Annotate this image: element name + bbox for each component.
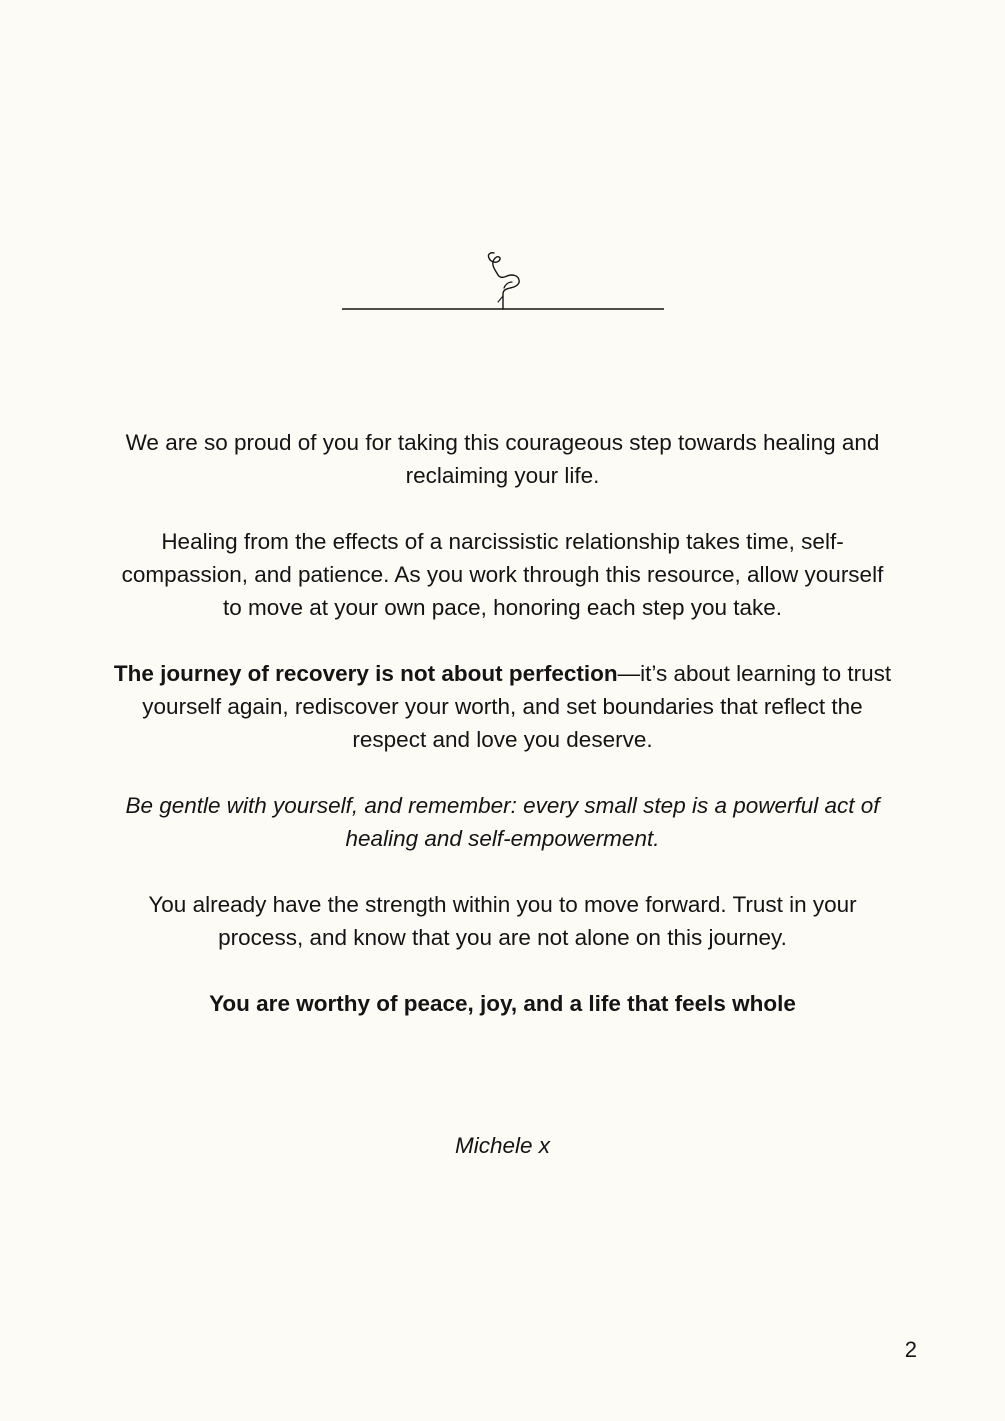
page-number: 2: [904, 1337, 917, 1362]
signature: Michele x: [454, 1133, 551, 1158]
paragraph-strength: You already have the strength within you to move forward. Trust in your process, and know that you are not alone on this journey.: [148, 892, 857, 950]
paragraph-journey: [110, 657, 895, 756]
paragraph-gentle: Be gentle with yourself, and remember: every small step is a powerful act of healing and self-empowerment.: [125, 793, 880, 851]
paragraph-healing: Healing from the effects of a narcissistic relationship takes time, self-compassion, and patience. As you work through this resource, allow yourself to move at your own pace, honoring each step you take.: [121, 529, 884, 620]
letter-body: [110, 426, 895, 1053]
journey-rest: —it’s about learning to trust yourself again, rediscover your worth, and set boundaries that reflect the respect and love you deserve.: [142, 661, 892, 752]
journey-emphasis: The journey of recovery is not about perfection: [113, 661, 618, 686]
flamingo-logo: [342, 252, 664, 314]
paragraph-intro: We are so proud of you for taking this courageous step towards healing and reclaiming your life.: [125, 430, 880, 488]
paragraph-worthy: You are worthy of peace, joy, and a life that feels whole: [209, 991, 796, 1016]
flamingo-icon: [342, 252, 664, 314]
